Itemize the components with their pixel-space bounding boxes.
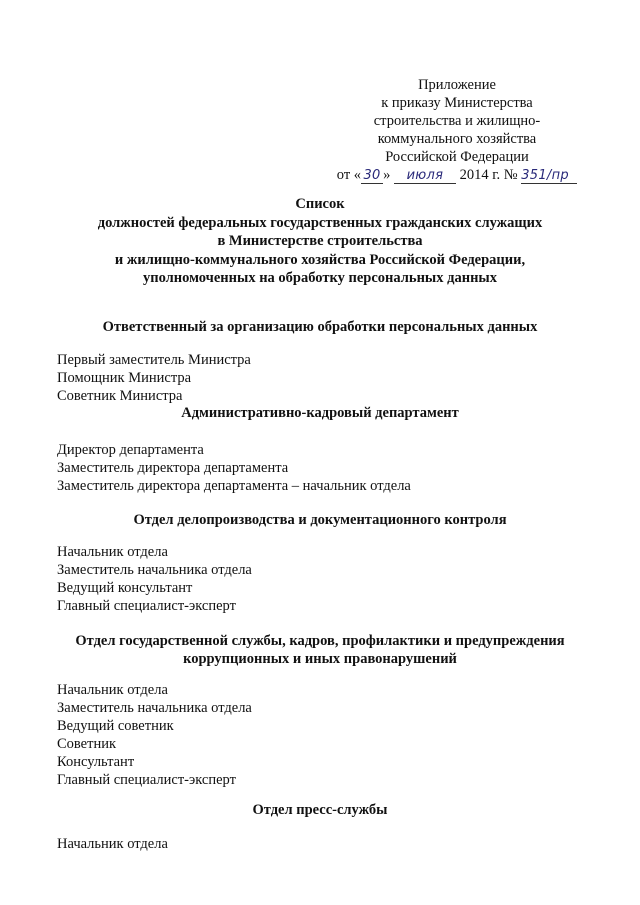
date-close-quote: » <box>383 167 391 183</box>
list-item: Заместитель директора департамента <box>57 460 289 476</box>
list-item: Ведущий советник <box>57 718 174 734</box>
list-item: Начальник отдела <box>57 836 168 852</box>
position-list <box>57 835 168 853</box>
date-prefix: от « <box>336 167 362 183</box>
section-heading-line: коррупционных и иных правонарушений <box>183 651 457 667</box>
document-title <box>40 195 600 288</box>
title-line: в Министерстве строительства <box>217 233 423 249</box>
title-line: должностей федеральных государственных гражданских служащих <box>97 214 543 231</box>
list-item: Первый заместитель Министра <box>57 352 251 368</box>
list-item: Советник <box>57 736 117 752</box>
date-month-handwritten: июля <box>394 169 456 184</box>
appendix-header <box>322 76 592 184</box>
appendix-line: коммунального хозяйства <box>377 131 537 147</box>
list-item: Заместитель директора департамента – начальник отдела <box>57 478 411 494</box>
list-item: Советник Министра <box>57 388 183 404</box>
list-item: Заместитель начальника отдела <box>57 700 252 716</box>
section-heading: Отдел делопроизводства и документационного контроля <box>133 512 507 528</box>
list-item: Ведущий консультант <box>57 580 193 596</box>
title-line: уполномоченных на обработку персональных данных <box>142 270 497 286</box>
appendix-line: к приказу Министерства <box>381 95 533 111</box>
appendix-line: Приложение <box>418 77 496 93</box>
date-year: 2014 г. № <box>459 167 518 183</box>
appendix-line: строительства и жилищно- <box>373 113 541 129</box>
list-item: Директор департамента <box>57 442 204 458</box>
section-heading: Отдел пресс-службы <box>252 802 388 818</box>
title-line: Список <box>295 196 345 212</box>
list-item: Консультант <box>57 754 135 770</box>
position-list <box>57 351 251 405</box>
position-list <box>57 681 252 789</box>
date-day-handwritten: 30 <box>361 169 383 184</box>
order-date-line <box>322 166 592 184</box>
section-heading: Ответственный за организацию обработки персональных данных <box>102 319 538 335</box>
title-line: и жилищно-коммунального хозяйства Российской Федерации, <box>114 251 526 268</box>
order-number-handwritten: 351/пр <box>521 169 577 184</box>
list-item: Главный специалист-эксперт <box>57 772 236 788</box>
section-heading <box>40 632 600 668</box>
section-heading-line: Отдел государственной службы, кадров, профилактики и предупреждения <box>75 633 565 649</box>
list-item: Заместитель начальника отдела <box>57 562 252 578</box>
position-list <box>57 441 411 495</box>
list-item: Начальник отдела <box>57 544 168 560</box>
list-item: Помощник Министра <box>57 370 192 386</box>
section-heading: Административно-кадровый департамент <box>181 405 459 421</box>
appendix-line: Российской Федерации <box>385 149 529 165</box>
list-item: Начальник отдела <box>57 682 168 698</box>
list-item: Главный специалист-эксперт <box>57 598 236 614</box>
position-list <box>57 543 252 615</box>
